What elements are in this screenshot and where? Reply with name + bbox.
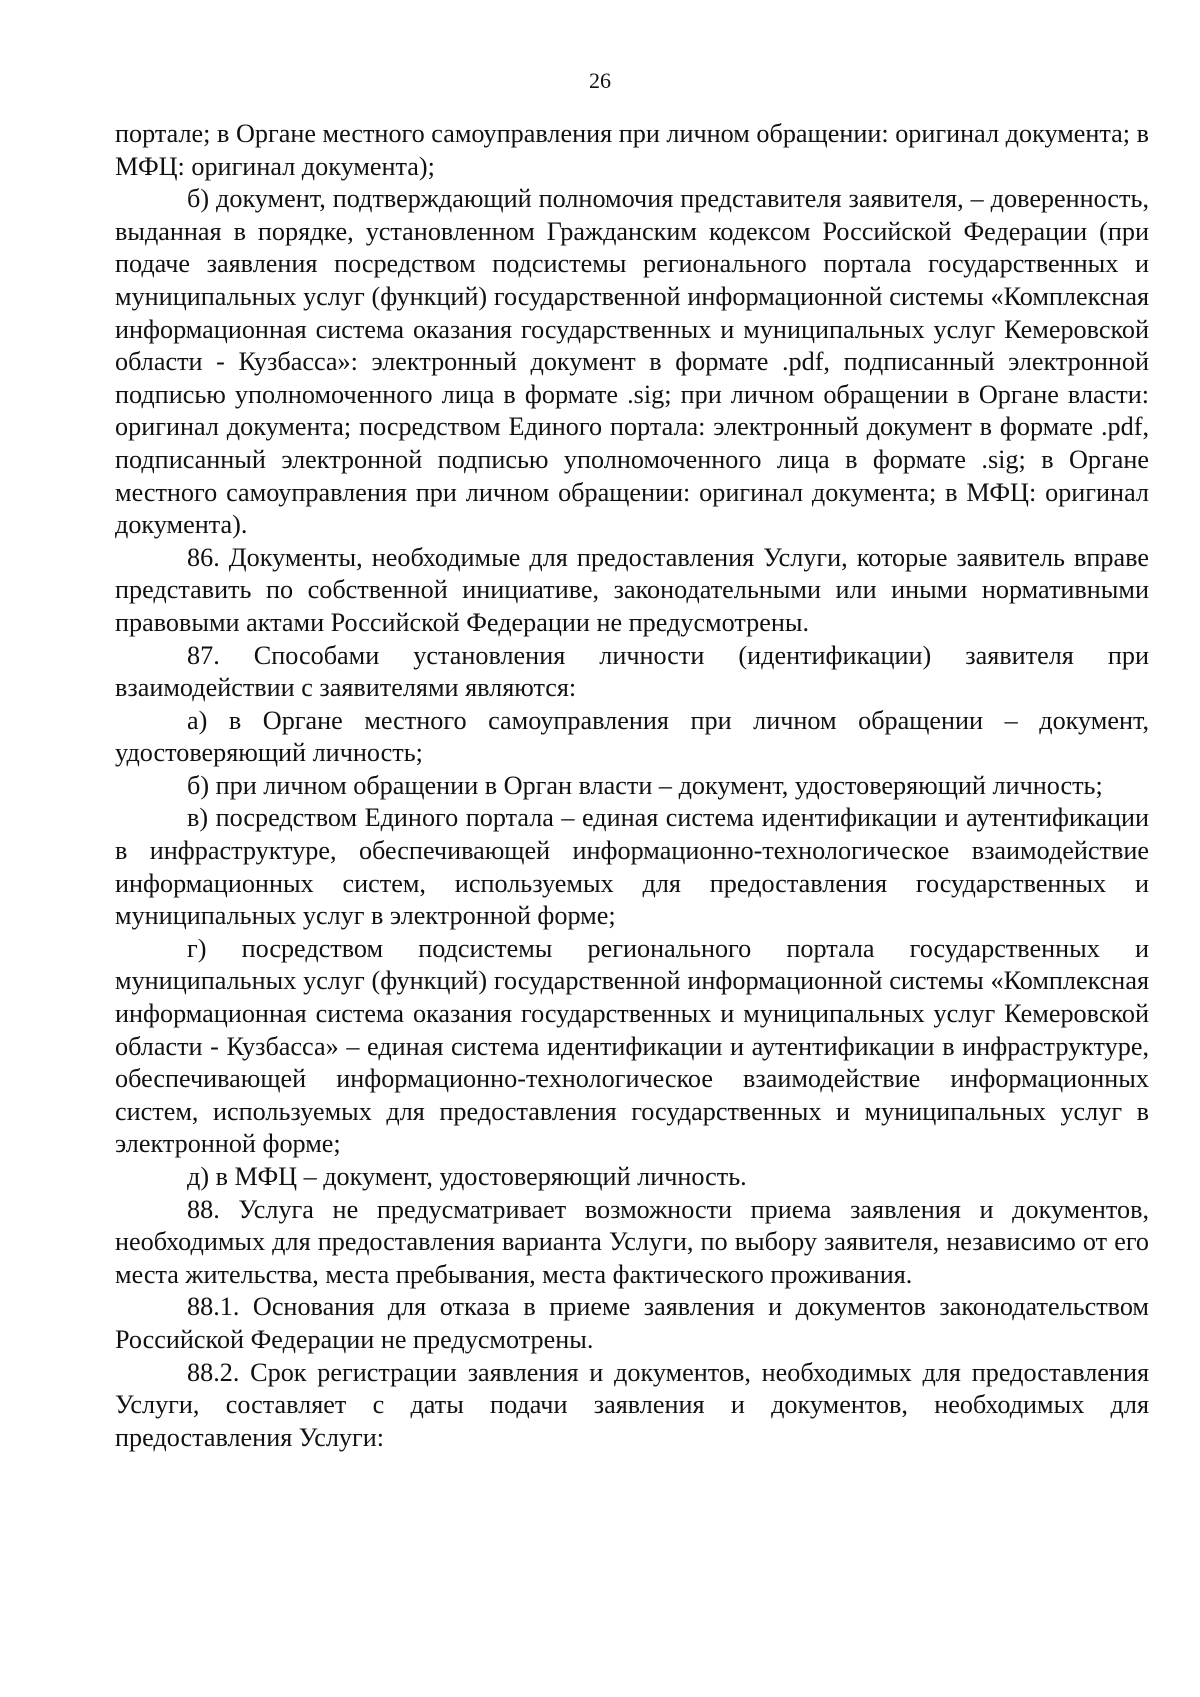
paragraph-item-b-power-of-attorney: б) документ, подтверждающий полномочия представителя заявителя, – доверенность, выданная в порядке, установленном Гражданским кодексом Российской Федерации (при подаче заявления посредством подсистемы регионального портала государственных и муниципальных услуг (функций) государственной информационной системы «Комплексная информационная система оказания государственных и муниципальных услуг Кемеровской области - Кузбасса»: электронный документ в формате .pdf, подписанный электронной подписью уполномоченного лица в формате .sig; при личном обращении в Органе власти: оригинал документа; посредством Единого портала: электронный документ в формате .pdf, подписанный электронной подписью уполномоченного лица в формате .sig; в Органе местного самоуправления при личном обращении: оригинал документа; в МФЦ: оригинал документа).	[115, 184, 1149, 540]
paragraph-87-d: д) в МФЦ – документ, удостоверяющий личность.	[187, 1162, 747, 1191]
paragraph-86: 86. Документы, необходимые для предоставления Услуги, которые заявитель вправе представить по собственной инициативе, законодательными или иными нормативными правовыми актами Российской Федерации не предусмотрены.	[115, 542, 1149, 637]
paragraph-87: 87. Способами установления личности (идентификации) заявителя при взаимодействии с заявителями являются:	[115, 640, 1149, 703]
paragraph-87-b: б) при личном обращении в Орган власти – документ, удостоверяющий личность;	[187, 770, 1103, 800]
paragraph-88-2: 88.2. Срок регистрации заявления и документов, необходимых для предоставления Услуги, составляет с даты подачи заявления и документов, необходимых для предоставления Услуги:	[115, 1357, 1149, 1452]
page-number: 26	[589, 68, 611, 93]
paragraph-88-1: 88.1. Основания для отказа в приеме заявления и документов законодательством Российской Федерации не предусмотрены.	[115, 1292, 1149, 1354]
document-body	[115, 118, 1149, 1454]
paragraph-87-v: в) посредством Единого портала – единая система идентификации и аутентификации в инфраструктуре, обеспечивающей информационно-технологическое взаимодействие информационных систем, используемых для предоставления государственных и муниципальных услуг в электронной форме;	[115, 803, 1149, 931]
paragraph-87-a: а) в Органе местного самоуправления при личном обращении – документ, удостоверяющий личность;	[115, 705, 1149, 768]
paragraph-continuation: портале; в Органе местного самоуправления при личном обращении: оригинал документа; в МФЦ: оригинал документа);	[115, 119, 1149, 181]
paragraph-88: 88. Услуга не предусматривает возможности приема заявления и документов, необходимых для предоставления варианта Услуги, по выбору заявителя, независимо от его места жительства, места пребывания, места фактического проживания.	[115, 1194, 1149, 1289]
paragraph-87-g: г) посредством подсистемы регионального портала государственных и муниципальных услуг (функций) государственной информационной системы «Комплексная информационная система оказания государственных и муниципальных услуг Кемеровской области - Кузбасса» – единая система идентификации и аутентификации в инфраструктуре, обеспечивающей информационно-технологическое взаимодействие информационных систем, используемых для предоставления государственных и муниципальных услуг в электронной форме;	[115, 933, 1149, 1159]
